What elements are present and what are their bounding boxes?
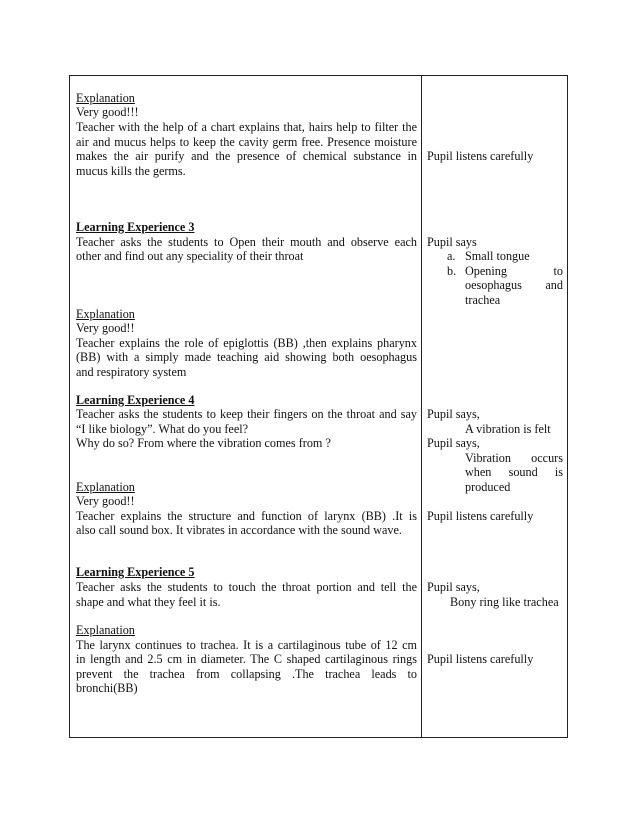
pupil-response: Pupil says, — [427, 436, 480, 450]
text-line: Teacher explains the structure and function of larynx (BB) .It is — [76, 509, 417, 523]
text-line: other and find out any speciality of their throat — [76, 249, 304, 263]
text-line: mucus kills the germs. — [76, 164, 186, 178]
text-line: bronchi(BB) — [76, 681, 138, 695]
text-line: in length and 2.5 cm in diameter. The C shaped cartilaginous rings — [76, 652, 417, 666]
pupil-response: Pupil listens carefully — [427, 149, 534, 163]
pupil-response-text: when sound is — [465, 465, 563, 479]
text-line: Very good!! — [76, 321, 135, 335]
text-line: Teacher asks the students to Open their mouth and observe each — [76, 235, 417, 249]
text-line: shape and what they feel it is. — [76, 595, 221, 609]
learning-experience-5-heading: Learning Experience 5 — [76, 565, 195, 579]
pupil-response: Pupil listens carefully — [427, 652, 534, 666]
list-item: trachea — [465, 293, 501, 307]
pupil-response: Pupil says, — [427, 407, 480, 421]
list-item: Opening to — [465, 264, 563, 278]
pupil-response-text: produced — [465, 480, 511, 494]
text-line: The larynx continues to trachea. It is a cartilaginous tube of 12 cm — [76, 638, 417, 652]
text-line: and respiratory system — [76, 365, 187, 379]
text-line: Very good!! — [76, 494, 135, 508]
text-line: air and mucus helps to keep the cavity germ free. Presence moisture — [76, 135, 417, 149]
text-line: also call sound box. It vibrates in accordance with the sound wave. — [76, 523, 402, 537]
explanation-heading: Explanation — [76, 480, 135, 494]
text-line: Teacher asks the students to touch the throat portion and tell the — [76, 580, 417, 594]
pupil-response: Pupil listens carefully — [427, 509, 534, 523]
learning-experience-3-heading: Learning Experience 3 — [76, 220, 195, 234]
explanation-heading: Explanation — [76, 307, 135, 321]
text-line: makes the air purify and the presence of chemical substance in — [76, 149, 417, 163]
text-line: prevent the trachea from collapsing .The trachea leads to — [76, 667, 417, 681]
text-line: Teacher explains the role of epiglottis (BB) ,then explains pharynx — [76, 336, 417, 350]
text-line: Teacher asks the students to keep their fingers on the throat and say — [76, 407, 417, 421]
learning-experience-4-heading: Learning Experience 4 — [76, 393, 195, 407]
text-line: Very good!!! — [76, 105, 139, 119]
explanation-heading: Explanation — [76, 623, 135, 637]
pupil-response-text: Vibration occurs — [465, 451, 563, 465]
pupil-response-text: Bony ring like trachea — [450, 595, 559, 609]
pupil-response: Pupil says, — [427, 580, 480, 594]
list-marker: b. — [447, 264, 457, 278]
text-line: Why do so? From where the vibration comes from ? — [76, 436, 331, 450]
list-marker: a. — [447, 249, 456, 263]
text-line: Teacher with the help of a chart explains that, hairs help to filter the — [76, 120, 417, 134]
pupil-response: Pupil says — [427, 235, 477, 249]
list-item: Small tongue — [465, 249, 530, 263]
text-line: (BB) with a simply made teaching aid showing both oesophagus — [76, 350, 417, 364]
text-line: “I like biology”. What do you feel? — [76, 422, 249, 436]
pupil-response-text: A vibration is felt — [465, 422, 551, 436]
explanation-heading: Explanation — [76, 91, 135, 105]
list-item: oesophagus and — [465, 278, 563, 292]
column-divider — [421, 75, 422, 738]
